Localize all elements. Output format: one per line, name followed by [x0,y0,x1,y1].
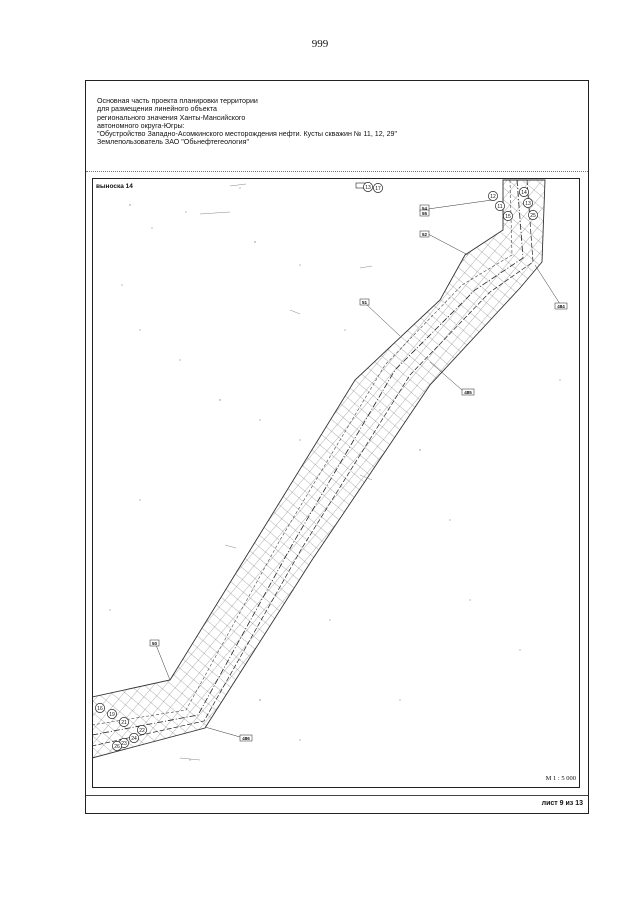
tag-label: 51 [361,300,368,305]
point-label: 12 [490,194,496,200]
point-label: 25 [530,213,536,219]
title-line-1: Основная часть проекта планировки территории [97,97,258,105]
point-label: 15 [505,214,511,220]
tag-label: 485 [464,390,472,395]
scale-label: М 1 : 5 000 [545,775,576,782]
corridor-area [92,180,545,758]
tag-label: 50 [151,641,158,646]
point-label: 11 [497,204,503,210]
page-number: 999 [311,38,329,50]
tag-label: 55 [421,211,428,216]
point-label: 21 [121,720,127,726]
tag-label: 52 [421,232,428,237]
tag-label: 486 [242,736,250,741]
tag-label: 484 [557,304,565,309]
title-line-5: "Обустройство Западно-Асомкинского месторождения нефти. Кусты скважин № 11, 12, 29" [97,130,398,139]
point-label: 14 [521,190,527,196]
point-label: 16 [97,706,103,712]
point-label: 17 [375,186,381,192]
title-line-4: автономного округа-Югры: [97,121,185,130]
point-label: 26 [114,744,120,750]
point-label: 23 [121,741,127,747]
callout-title: выноска 14 [96,183,133,190]
title-line-3: регионального значения Ханты-Мансийского [97,113,246,122]
tag-label: 54 [421,206,428,211]
point-label: 13 [525,201,531,207]
title-line-2: для размещения линейного объекта [97,105,217,114]
point-label: 13 [365,185,371,191]
title-line-6: Землепользователь ЗАО "Обьнефтегеология" [97,138,249,147]
point-label: 24 [131,736,137,742]
point-label: 22 [139,728,145,734]
sheet-number: лист 9 из 13 [541,800,583,807]
footer-separator [86,795,588,796]
point-label: 19 [109,712,115,718]
